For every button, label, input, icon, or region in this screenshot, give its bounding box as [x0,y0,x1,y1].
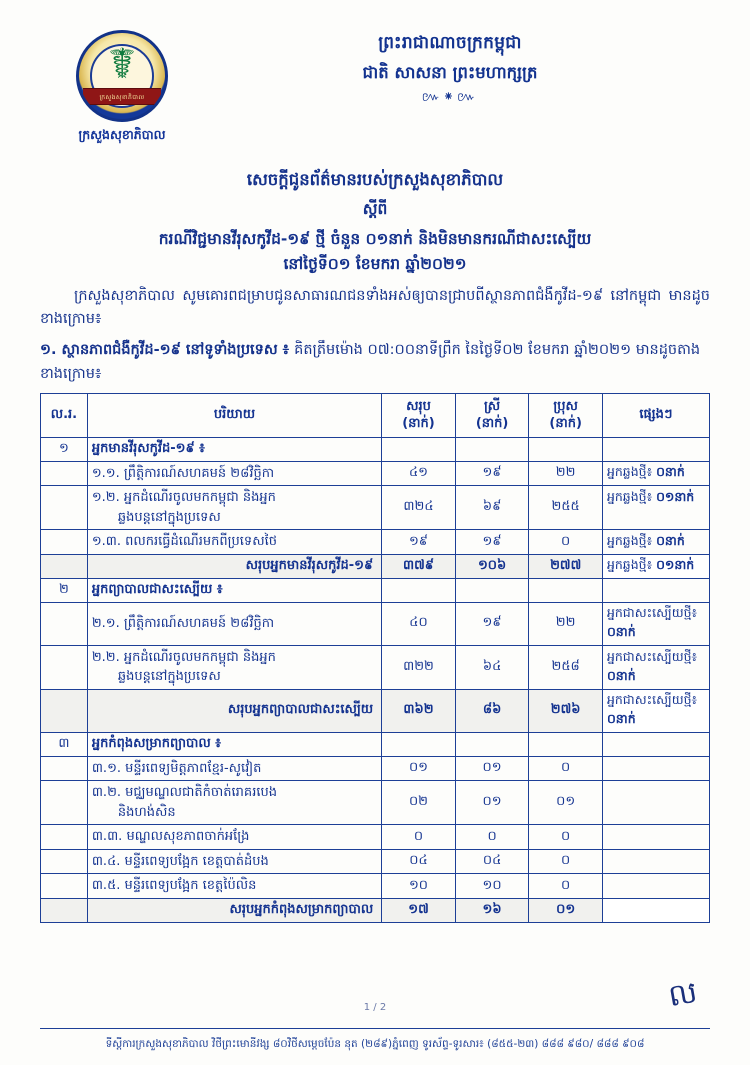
national-motto: ជាតិ សាសនា ព្រះមហាក្សត្រ [362,63,538,82]
row-2-2-male: ២៥៨ [529,645,603,689]
col-header-total [382,393,456,437]
group-1-no: ១ [41,437,88,461]
col-header-no: ល.រ. [41,393,88,437]
row-2-2-no [41,645,88,689]
row-3-1-total: ០១ [382,756,456,781]
col-header-total-line2: (នាក់) [402,416,435,432]
group-2-male-blank [529,578,603,602]
group-2-total-note-value: ០នាក់ [606,710,636,726]
intro-paragraph [40,285,710,333]
table-row [41,530,710,555]
group-1-total-value: ៣៧៩ [382,554,456,578]
row-2-1-total: ៤០ [382,602,456,645]
row-3-2-total: ០២ [382,781,456,825]
group-3-total-note [602,898,709,922]
row-1-3-no [41,530,88,555]
group-1-total-note-value: ០១នាក់ [656,556,695,572]
table-row [41,554,710,578]
col-header-male-line1: ប្រុស [553,398,578,414]
group-2-female-blank [455,578,529,602]
table-row [41,732,710,756]
row-3-2-label [87,781,381,825]
group-2-title: អ្នកព្យាបាលជាសះស្បើយ ៖ [87,578,381,602]
col-header-total-line1: សរុប [406,398,431,414]
row-2-2-label [87,645,381,689]
group-2-total-female: ៨៦ [455,689,529,732]
row-2-2-total: ៣២២ [382,645,456,689]
row-2-1-note-value: ០នាក់ [606,623,636,639]
row-1-3-total: ១៩ [382,530,456,555]
table-row [41,461,710,486]
emblem-circle [76,30,168,122]
document-header [40,18,710,168]
row-2-2-female: ៦៤ [455,645,529,689]
row-2-2-note-value: ០នាក់ [606,667,636,683]
group-3-male-blank [529,732,603,756]
row-3-4-note [602,849,709,874]
row-3-1-no [41,756,88,781]
group-1-total-note [602,554,709,578]
national-title-block [190,32,710,108]
group-1-title: អ្នកមានវីរុសកូវីដ-១៩ ៖ [87,437,381,461]
row-3-4-female: ០៤ [455,849,529,874]
signature-mark: ល [666,974,701,1015]
row-3-2-label-line1: ៣.២. មជ្ឈមណ្ឌលជាតិកំចាត់រោគរបេង [91,785,277,801]
group-2-total-value: ៣៦២ [382,689,456,732]
row-3-3-no [41,825,88,850]
row-3-3-note [602,825,709,850]
row-3-2-note [602,781,709,825]
group-1-female-blank [455,437,529,461]
row-3-3-label: ៣.៣. មណ្ឌលសុខភាពចាក់អង្រែ [87,825,381,850]
row-1-2-label [87,486,381,530]
group-3-total-value: ១៧ [382,898,456,922]
subject-line-1: ករណីវិជ្ជមានវីរុសកូវីដ-១៩ ថ្មី ចំនួន ០១នាក់ និងមិនមានករណីជាសះស្បើយ [158,230,592,248]
table-body [41,437,710,922]
row-3-4-male: ០ [529,849,603,874]
row-1-1-total: ៤១ [382,461,456,486]
row-2-1-male: ២២ [529,602,603,645]
group-3-total-no [41,898,88,922]
group-3-total-blank [382,732,456,756]
row-1-1-note [602,461,709,486]
kingdom-title: ព្រះរាជាណាចក្រកម្ពុជា [378,33,522,53]
row-1-2-label-line2: ឆ្លងបន្តនៅក្នុងប្រទេស [117,509,221,525]
row-1-2-female: ៦៩ [455,486,529,530]
col-header-female-line1: ស្រី [483,398,501,414]
group-3-female-blank [455,732,529,756]
row-2-1-note [602,602,709,645]
emblem-ribbon [83,88,161,105]
footer-address: ទីស្តីការក្រសួងសុខាភិបាល វិថីព្រះមោនីវង្ស ៨០វិថីសម្តេចប៉ែន នុត (២៨៩)ភ្នំពេញ ទូរស័ព្ទ-ទូរសារ៖ (៨៥៥-២៣) ៨៨៨ ៩៨០/ ៨៨៨ ៩០៨ [105,1038,645,1051]
row-2-1-label: ២.១. ព្រឹត្តិការណ៍សហគមន៍ ២៨វិច្ឆិកា [87,602,381,645]
row-3-5-male: ០ [529,874,603,899]
row-3-5-label: ៣.៥. មន្ទីរពេទ្យបង្អែក ខេត្តប៉ៃលិន [87,874,381,899]
group-2-note-blank [602,578,709,602]
footer-divider [40,1028,710,1029]
row-3-3-female: ០ [455,825,529,850]
table-row [41,486,710,530]
table-row [41,645,710,689]
group-2-total-male: ២៧៦ [529,689,603,732]
row-3-5-note [602,874,709,899]
group-2-total-no [41,689,88,732]
row-2-1-no [41,602,88,645]
row-1-2-label-line1: ១.២. អ្នកដំណើរចូលមកកម្ពុជា និងអ្នក [91,490,276,506]
group-1-total-no [41,554,88,578]
col-header-female-line2: (នាក់) [475,416,509,432]
row-3-2-label-line2: និងហង់សិន [117,804,176,820]
row-1-2-male: ២៥៥ [529,486,603,530]
row-3-3-total: ០ [382,825,456,850]
table-row [41,756,710,781]
row-1-2-total: ៣២៤ [382,486,456,530]
subject-label: ស្តីពី [362,200,388,218]
row-3-5-female: ១០ [455,874,529,899]
subject-line-2: នៅថ្ងៃទី០១ ខែមករា ឆ្នាំ២០២១ [283,255,467,274]
row-1-2-note-text: អ្នកឆ្លងថ្មី៖ [606,489,657,505]
table-row [41,437,710,461]
emblem-caption: ក្រសួងសុខាភិបាល [78,127,166,142]
decorative-stars: ៚⁕៚ [421,90,479,105]
group-1-total-label: សរុបអ្នកមានវីរុសកូវីដ-១៩ [87,554,381,578]
row-3-1-label: ៣.១. មន្ទីរពេទ្យមិត្តភាពខ្មែរ-សូវៀត [87,756,381,781]
row-1-3-female: ១៩ [455,530,529,555]
group-1-total-female: ១០៦ [455,554,529,578]
row-1-3-male: ០ [529,530,603,555]
row-1-3-label: ១.៣. ពលករធ្វើដំណើរមកពីប្រទេសថៃ [87,530,381,555]
row-3-4-label: ៣.៤. មន្ទីរពេទ្យបង្អែក ខេត្តបាត់ដំបង [87,849,381,874]
table-row [41,898,710,922]
group-3-no: ៣ [41,732,88,756]
col-header-note: ផ្សេងៗ [602,393,709,437]
group-3-total-male: ០១ [529,898,603,922]
col-header-description: បរិយាយ [87,393,381,437]
row-1-1-female: ១៩ [455,461,529,486]
row-2-2-note-text: អ្នកជាសះស្បើយថ្មី៖ [606,648,698,664]
row-2-2-label-line2: ឆ្លងបន្តនៅក្នុងប្រទេស [117,669,221,685]
table-row [41,602,710,645]
row-3-3-male: ០ [529,825,603,850]
row-3-2-female: ០១ [455,781,529,825]
group-2-total-note [602,689,709,732]
caduceus-icon: ☤ [107,39,137,88]
row-1-3-note-text: អ្នកឆ្លងថ្មី៖ [606,532,657,548]
table-row [41,849,710,874]
row-2-1-female: ១៩ [455,602,529,645]
col-header-male [529,393,603,437]
row-3-1-note [602,756,709,781]
section-1-detail: គិតត្រឹមម៉ោង ០៧:០០នាទីព្រឹក នៃថ្ងៃទី០២ ខែមករា ឆ្នាំ២០២១ មានដូចតាងខាងក្រោម៖ [40,342,701,382]
row-1-1-label: ១.១. ព្រឹត្តិការណ៍សហគមន៍ ២៨វិច្ឆិកា [87,461,381,486]
document-titles [40,170,710,277]
section-1-heading [40,339,710,385]
table-row [41,874,710,899]
group-2-total-note-text: អ្នកជាសះស្បើយថ្មី៖ [606,691,698,707]
group-1-total-note-text: អ្នកឆ្លងថ្មី៖ [606,556,657,572]
row-1-1-note-text: អ្នកឆ្លងថ្មី៖ [606,464,657,480]
group-2-total-blank [382,578,456,602]
col-header-male-line2: (នាក់) [549,416,582,432]
table-header-row [41,393,710,437]
row-3-5-total: ១០ [382,874,456,899]
row-1-3-note [602,530,709,555]
col-header-female [455,393,529,437]
group-2-total-label: សរុបអ្នកព្យាបាលជាសះស្បើយ [87,689,381,732]
row-1-1-male: ២២ [529,461,603,486]
row-3-4-no [41,849,88,874]
group-1-note-blank [602,437,709,461]
table-row [41,689,710,732]
table-head [41,393,710,437]
row-2-2-label-line1: ២.២. អ្នកដំណើរចូលមកកម្ពុជា និងអ្នក [91,649,276,665]
row-1-1-note-value: ០នាក់ [656,464,685,480]
section-1-title: ១. ស្ថានភាពជំងឺកូវីដ-១៩ នៅទូទាំងប្រទេស ៖ [40,342,290,359]
press-release-title: សេចក្តីជូនព័ត៌មានរបស់ក្រសួងសុខាភិបាល [246,170,504,189]
group-3-note-blank [602,732,709,756]
group-1-total-blank [382,437,456,461]
row-3-4-total: ០៤ [382,849,456,874]
group-1-male-blank [529,437,603,461]
row-3-2-no [41,781,88,825]
group-3-total-label: សរុបអ្នកកំពុងសម្រាកព្យាបាល [87,898,381,922]
table-row [41,578,710,602]
group-1-total-male: ២៧៧ [529,554,603,578]
page-number: 1 / 2 [363,1002,387,1013]
row-1-2-note-value: ០១នាក់ [656,489,695,505]
group-3-total-female: ១៦ [455,898,529,922]
group-2-no: ២ [41,578,88,602]
emblem-ribbon-label: ក្រសួងសុខាភិបាល [99,94,145,101]
row-1-2-note [602,486,709,530]
row-3-5-no [41,874,88,899]
row-3-1-female: ០១ [455,756,529,781]
row-3-1-male: ០ [529,756,603,781]
table-row [41,781,710,825]
group-3-title: អ្នកកំពុងសម្រាកព្យាបាល ៖ [87,732,381,756]
ministry-emblem [48,30,196,146]
covid-statistics-table [40,393,710,923]
table-row [41,825,710,850]
row-1-3-note-value: ០នាក់ [656,532,685,548]
intro-text: ក្រសួងសុខាភិបាល សូមគោរពជម្រាបជូនសាធារណជនទាំងអស់ឲ្យបានជ្រាបពីស្ថានភាពជំងឺកូវីដ-១៩ នៅកម្ពុជា មានដូចខាងក្រោម៖ [40,287,710,328]
row-3-2-male: ០១ [529,781,603,825]
row-2-1-note-text: អ្នកជាសះស្បើយថ្មី៖ [606,604,698,620]
row-1-2-no [41,486,88,530]
row-2-2-note [602,645,709,689]
row-1-1-no [41,461,88,486]
